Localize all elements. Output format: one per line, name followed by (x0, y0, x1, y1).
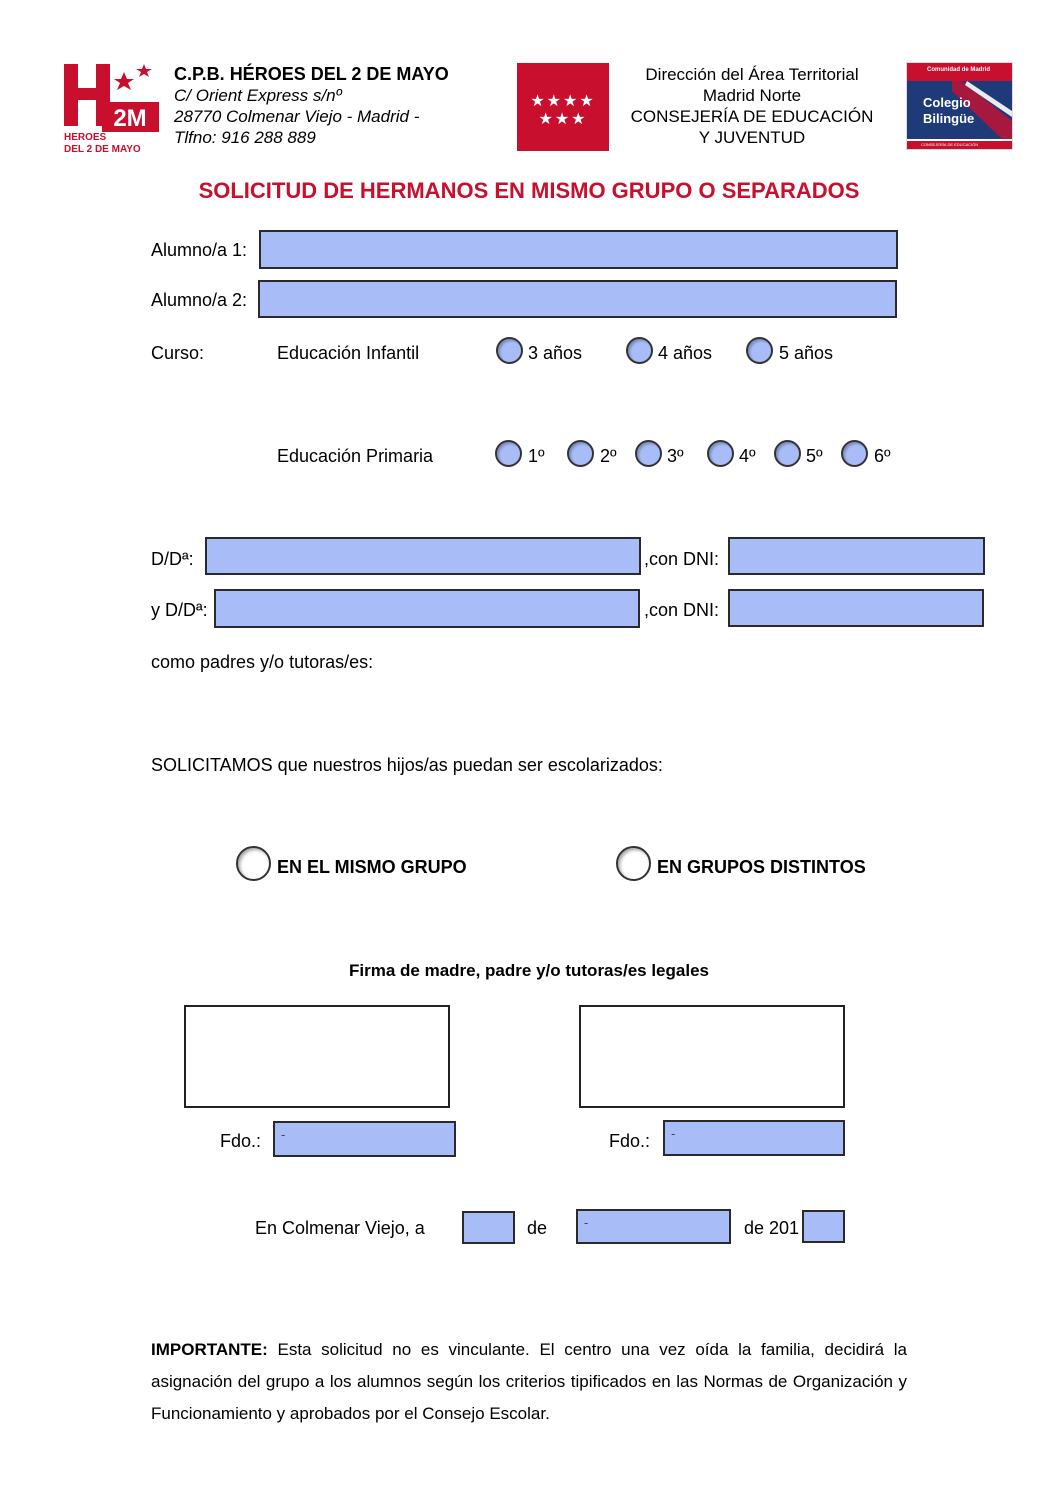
fdo2-label: Fdo.: (609, 1131, 651, 1151)
school-address-1: C/ Orient Express s/nº (174, 86, 342, 105)
direccion-line-2: Madrid Norte (702, 86, 802, 105)
radio-primaria-4[interactable] (707, 440, 734, 467)
bilingue-line-2: Bilingüe (923, 111, 975, 126)
radio-same-group[interactable] (236, 846, 271, 881)
flag-stars-top: ★★★★ (530, 93, 596, 110)
important-note (151, 1334, 907, 1430)
signature-box-1[interactable] (184, 1005, 450, 1108)
direccion-line-1: Dirección del Área Territorial (645, 65, 859, 84)
fdo1-label: Fdo.: (220, 1131, 262, 1151)
direccion-line-3: CONSEJERÍA DE EDUCACIÓN (630, 107, 874, 126)
svg-text:DEL 2 DE MAYO: DEL 2 DE MAYO (64, 144, 141, 154)
radio-primaria-1[interactable] (495, 440, 522, 467)
svg-text:HEROES: HEROES (64, 132, 107, 143)
student1-input[interactable] (259, 230, 898, 269)
student2-label: Alumno/a 2: (151, 290, 248, 310)
radio-primaria-6[interactable] (841, 440, 868, 467)
school-logo (64, 64, 159, 154)
radio-primaria-3[interactable] (635, 440, 662, 467)
radio-primaria-5[interactable] (774, 440, 801, 467)
student1-label: Alumno/a 1: (151, 240, 248, 260)
fdo2-input[interactable]: - (663, 1120, 845, 1156)
radio-primaria-4-label: 4º (739, 446, 756, 466)
fdo1-input[interactable]: - (273, 1121, 456, 1157)
radio-primaria-2-label: 2º (600, 446, 617, 466)
date-year-input[interactable] (802, 1210, 845, 1243)
date-de-label: de (527, 1218, 548, 1238)
bilingue-line-1: Colegio (923, 95, 971, 110)
as-parents-text: como padres y/o tutoras/es: (151, 652, 374, 672)
radio-primaria-6-label: 6º (874, 446, 891, 466)
primaria-label: Educación Primaria (277, 446, 434, 466)
radio-infantil-4[interactable] (626, 337, 653, 364)
important-text: Esta solicitud no es vinculante. El centro una vez oída la familia, decidirá la asignación del grupo a los alumnos según los criterios tipificados en las Normas de Organización y Funcionamiento y aprobados por el Consejo Escolar. (151, 1340, 907, 1423)
radio-infantil-5-label: 5 años (779, 343, 834, 363)
radio-infantil-3[interactable] (496, 337, 523, 364)
radio-infantil-4-label: 4 años (658, 343, 713, 363)
parent2-name-input[interactable] (214, 589, 640, 628)
signature-heading: Firma de madre, padre y/o tutoras/es legales (349, 961, 709, 980)
svg-text:2M: 2M (113, 105, 147, 132)
parent2-dni-input[interactable] (728, 589, 984, 627)
flag-stars-bottom: ★★★ (538, 111, 588, 128)
bilingue-top: Comunidad de Madrid (927, 67, 990, 73)
request-text: SOLICITAMOS que nuestros hijos/as puedan ser escolarizados: (151, 755, 663, 775)
parent2-label: y D/Dª: (151, 600, 208, 620)
comunidad-madrid-flag (517, 63, 609, 151)
date-day-input[interactable] (462, 1211, 515, 1244)
school-address-2: 28770 Colmenar Viejo - Madrid - (174, 107, 420, 126)
colegio-bilingue-logo (906, 62, 1013, 150)
different-groups-label: EN GRUPOS DISTINTOS (657, 857, 866, 877)
curso-label: Curso: (151, 343, 205, 363)
radio-infantil-5[interactable] (746, 337, 773, 364)
important-label: IMPORTANTE: (151, 1340, 268, 1359)
parent2-dni-label: ,con DNI: (644, 600, 720, 620)
parent1-dni-label: ,con DNI: (644, 549, 720, 569)
school-phone: Tlfno: 916 288 889 (174, 128, 316, 147)
parent1-dni-input[interactable] (728, 537, 985, 575)
school-info (174, 64, 449, 148)
radio-primaria-2[interactable] (567, 440, 594, 467)
direccion-territorial (612, 64, 892, 148)
date-prefix: En Colmenar Viejo, a (255, 1218, 425, 1238)
radio-primaria-5-label: 5º (806, 446, 823, 466)
same-group-label: EN EL MISMO GRUPO (277, 857, 467, 877)
radio-primaria-1-label: 1º (528, 446, 545, 466)
parent1-label: D/Dª: (151, 549, 194, 569)
signature-box-2[interactable] (579, 1005, 845, 1108)
school-name: C.P.B. HÉROES DEL 2 DE MAYO (174, 64, 449, 84)
infantil-label: Educación Infantil (277, 343, 420, 363)
form-title: SOLICITUD DE HERMANOS EN MISMO GRUPO O SEPARADOS (198, 178, 860, 203)
date-month-input[interactable]: - (576, 1209, 731, 1244)
parent1-name-input[interactable] (205, 537, 641, 575)
radio-primaria-3-label: 3º (667, 446, 684, 466)
date-year-prefix: de 201 (744, 1218, 800, 1238)
radio-different-groups[interactable] (616, 846, 651, 881)
direccion-line-4: Y JUVENTUD (698, 128, 806, 147)
student2-input[interactable] (258, 280, 897, 318)
bilingue-bottom: CONSEJERÍA DE EDUCACIÓN (921, 142, 979, 147)
radio-infantil-3-label: 3 años (528, 343, 583, 363)
